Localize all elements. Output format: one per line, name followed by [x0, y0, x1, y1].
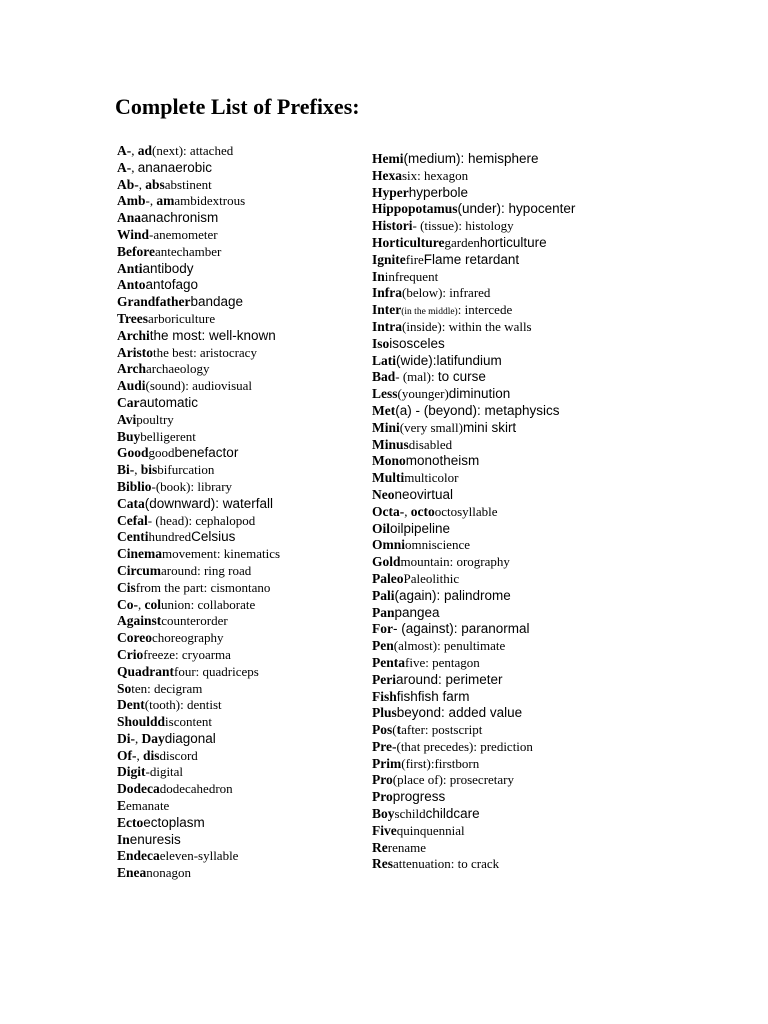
prefix-term: Fish: [372, 688, 397, 704]
prefix-definition: ,: [131, 143, 138, 158]
prefix-entry: [117, 227, 280, 244]
prefix-definition: (that precedes): prediction: [396, 738, 533, 754]
prefix-term: bis: [140, 462, 158, 478]
prefix-definition: mountain: orography: [400, 554, 510, 570]
prefix-term: A-: [117, 143, 132, 158]
prefix-term: Peri: [372, 671, 396, 687]
prefix-entry: [372, 185, 575, 202]
prefix-entry: [117, 345, 280, 362]
prefix-term: Digit: [117, 764, 146, 780]
prefix-term: Bi-: [117, 462, 135, 478]
prefix-term: Buy: [117, 428, 141, 444]
prefix-definition: ananaerobic: [137, 159, 213, 175]
prefix-definition: - (against): paranormal: [393, 621, 530, 637]
prefix-definition: pangea: [394, 604, 440, 620]
prefix-definition: enuresis: [129, 831, 181, 847]
prefix-term: Infra: [372, 285, 402, 301]
prefix-definition: (in the middle): [401, 307, 458, 318]
prefix-term: Ab-: [117, 176, 139, 192]
prefix-entry: [372, 336, 575, 353]
prefix-term: Aristo: [117, 344, 153, 360]
prefix-definition: hyperbole: [408, 184, 469, 200]
prefix-definition: neovirtual: [394, 486, 454, 502]
prefix-definition: after: postscript: [401, 722, 483, 738]
prefix-definition: monotheism: [405, 453, 480, 469]
prefix-entry: [117, 546, 280, 563]
prefix-entry: [117, 479, 280, 496]
prefix-term: Bad: [372, 369, 396, 385]
prefix-definition: hundred: [148, 529, 192, 545]
prefix-definition: (next): attached: [152, 143, 234, 158]
prefix-entry: [372, 689, 575, 706]
prefix-entry: [117, 244, 280, 261]
prefix-definition: four: quadriceps: [174, 663, 259, 679]
prefix-definition: six: hexagon: [402, 167, 469, 183]
prefix-term: Gold: [372, 554, 401, 570]
prefix-entry: [372, 168, 575, 185]
prefix-definition: Celsius: [191, 529, 236, 545]
prefix-term: Cis: [117, 579, 136, 595]
prefix-term: Prim: [372, 755, 402, 771]
prefix-term: For: [372, 621, 393, 637]
prefix-term: dis: [143, 747, 160, 763]
prefix-entry: [372, 806, 575, 823]
prefix-definition: disabled: [408, 436, 453, 452]
prefix-entry: [372, 756, 575, 773]
prefix-term: Hyper: [372, 184, 409, 200]
prefix-term: So: [117, 680, 132, 696]
prefix-definition: octosyllable: [434, 503, 498, 519]
prefix-entry: [117, 848, 280, 865]
prefix-definition: antibody: [142, 260, 194, 276]
prefix-entry: [117, 865, 280, 882]
prefix-term: Mono: [372, 453, 406, 469]
prefix-definition: beyond: added value: [396, 705, 523, 721]
prefix-definition: -anemometer: [149, 226, 218, 242]
prefix-entry: [372, 369, 575, 386]
prefix-entry: [372, 470, 575, 487]
prefix-term: Hippopotamus: [372, 201, 458, 217]
prefix-term: Ignite: [372, 251, 406, 267]
prefix-term: Shouldd: [117, 714, 166, 730]
prefix-entry: [117, 294, 280, 311]
prefix-term: Octa-: [372, 503, 405, 519]
prefix-definition: -,: [145, 193, 157, 209]
prefix-term: Amb: [117, 193, 146, 209]
prefix-entry: [372, 201, 575, 218]
prefix-definition: union: collaborate: [161, 596, 256, 612]
prefix-term: Dent: [117, 697, 145, 713]
prefix-term: Centi: [117, 529, 149, 545]
prefix-term: Biblio: [117, 478, 152, 494]
prefix-entry: [372, 252, 575, 269]
prefix-definition: (sound): audiovisual: [145, 378, 253, 394]
prefix-term: Dodeca: [117, 781, 160, 797]
prefix-term: In: [117, 831, 130, 847]
prefix-term: Trees: [117, 310, 148, 326]
prefix-term: Mini: [372, 419, 400, 435]
prefix-term: t: [396, 722, 402, 738]
prefix-entry: [117, 261, 280, 278]
prefix-definition: ,: [404, 503, 411, 519]
prefix-entry: [372, 655, 575, 672]
prefix-term: Car: [117, 394, 140, 410]
prefix-term: Grandfather: [117, 294, 191, 310]
prefix-definition: omniscience: [405, 537, 470, 553]
prefix-definition: ,: [136, 747, 143, 763]
prefix-entry: [372, 840, 575, 857]
prefix-definition: automatic: [139, 394, 199, 410]
prefix-entry: [117, 429, 280, 446]
prefix-definition: poultry: [136, 411, 174, 427]
prefix-entry: [372, 285, 575, 302]
prefix-definition: - (mal):: [395, 369, 438, 385]
prefix-definition: (inside): within the walls: [402, 318, 532, 334]
prefix-term: am: [156, 193, 175, 209]
prefix-definition: ectoplasm: [143, 814, 205, 830]
prefix-entry: [117, 781, 280, 798]
prefix-term: Met: [372, 402, 396, 418]
prefix-term: Pro: [372, 772, 393, 788]
prefix-definition: (: [392, 722, 397, 738]
prefix-term: Neo: [372, 486, 395, 502]
prefix-definition: childcare: [425, 806, 480, 822]
prefix-entry: [372, 218, 575, 235]
prefix-term: Ana: [117, 210, 142, 226]
prefix-definition: counterorder: [161, 613, 228, 629]
prefix-term: Less: [372, 386, 398, 402]
prefix-definition: schild: [394, 806, 426, 822]
prefix-definition: (first):firstborn: [401, 755, 480, 771]
prefix-entry: [117, 378, 280, 395]
prefix-entry: [372, 722, 575, 739]
prefix-entry: [372, 571, 575, 588]
prefix-entry: [117, 311, 280, 328]
prefix-term: Cinema: [117, 546, 162, 562]
prefix-definition: antofago: [145, 277, 199, 293]
prefix-definition: belligerent: [140, 428, 196, 444]
prefix-entry: [117, 563, 280, 580]
prefix-term: Pen: [372, 638, 394, 654]
prefix-term: Minus: [372, 436, 409, 452]
prefix-definition: good: [148, 445, 175, 461]
prefix-definition: (under): hypocenter: [457, 201, 576, 217]
prefix-definition: mini skirt: [462, 419, 517, 435]
prefix-term: Intra: [372, 318, 402, 334]
prefix-definition: (again): palindrome: [394, 587, 511, 603]
prefix-definition: (tooth): dentist: [144, 697, 222, 713]
prefix-entry: [117, 529, 280, 546]
prefix-entry: [117, 193, 280, 210]
prefix-entry: [117, 328, 280, 345]
prefix-definition: rename: [387, 839, 427, 855]
page-title: Complete List of Prefixes:: [115, 94, 360, 119]
prefix-entry: [372, 823, 575, 840]
prefix-term: Anti: [117, 260, 143, 276]
prefix-definition: iscontent: [165, 714, 212, 730]
prefix-term: Oil: [372, 520, 391, 536]
prefix-definition: Flame retardant: [423, 251, 520, 267]
prefix-definition: diminution: [448, 386, 511, 402]
prefix-definition: discord: [159, 747, 198, 763]
prefix-definition: benefactor: [174, 445, 239, 461]
prefix-definition: ,: [134, 462, 141, 478]
prefix-definition: movement: kinematics: [162, 546, 281, 562]
prefix-entry: [372, 537, 575, 554]
prefix-definition: abstinent: [164, 176, 212, 192]
prefix-term: Pro: [372, 789, 393, 805]
prefix-term: Lati: [372, 352, 397, 368]
prefix-definition: horticulture: [479, 234, 547, 250]
prefix-entry: [372, 353, 575, 370]
prefix-list-left-column: [117, 143, 280, 882]
prefix-term: Iso: [372, 335, 390, 351]
prefix-entry: [117, 664, 280, 681]
prefix-definition: nonagon: [146, 865, 192, 881]
prefix-definition: arboriculture: [148, 310, 216, 326]
prefix-entry: [117, 630, 280, 647]
prefix-entry: [117, 277, 280, 294]
prefix-term: Before: [117, 243, 155, 259]
prefix-entry: [372, 672, 575, 689]
prefix-definition: progress: [392, 789, 446, 805]
prefix-term: Avi: [117, 411, 137, 427]
prefix-entry: [372, 420, 575, 437]
prefix-term: Hexa: [372, 167, 402, 183]
prefix-term: Res: [372, 856, 393, 872]
prefix-entry: [117, 210, 280, 227]
prefix-term: Cata: [117, 495, 145, 511]
prefix-term: Pan: [372, 604, 395, 620]
prefix-term: Pre-: [372, 738, 397, 754]
prefix-definition: ,: [138, 596, 145, 612]
prefix-entry: [117, 361, 280, 378]
prefix-term: Di-: [117, 730, 135, 746]
prefix-definition: around: perimeter: [395, 671, 503, 687]
prefix-term: Arch: [117, 361, 146, 377]
prefix-term: Good: [117, 445, 149, 461]
prefix-entry: [117, 613, 280, 630]
prefix-entry: [117, 496, 280, 513]
prefix-entry: [372, 235, 575, 252]
prefix-definition: ,: [138, 176, 146, 192]
prefix-definition: quinquennial: [396, 822, 465, 838]
prefix-term: Pos: [372, 722, 393, 738]
prefix-term: Plus: [372, 705, 397, 721]
prefix-term: Cefal: [117, 512, 148, 528]
prefix-entry: [117, 764, 280, 781]
prefix-entry: [372, 302, 575, 319]
prefix-term: Hemi: [372, 151, 404, 166]
prefix-entry: [372, 403, 575, 420]
prefix-entry: [117, 681, 280, 698]
prefix-term: Horticulture: [372, 234, 445, 250]
prefix-definition: : intercede: [457, 302, 513, 318]
prefix-entry: [372, 521, 575, 538]
prefix-entry: [117, 513, 280, 530]
prefix-definition: dodecahedron: [159, 781, 233, 797]
prefix-definition: infrequent: [384, 268, 439, 284]
prefix-entry: [117, 714, 280, 731]
prefix-entry: [372, 621, 575, 638]
prefix-entry: [117, 160, 280, 177]
prefix-term: Pali: [372, 587, 395, 603]
prefix-definition: attenuation: to crack: [393, 856, 500, 872]
prefix-definition: (medium): hemisphere: [403, 151, 539, 166]
prefix-term: Circum: [117, 562, 161, 578]
prefix-entry: [117, 597, 280, 614]
prefix-entry: [372, 856, 575, 873]
prefix-entry: [372, 269, 575, 286]
prefix-definition: (very small): [399, 419, 463, 435]
prefix-term: Audi: [117, 378, 146, 394]
prefix-definition: - (tissue): histology: [412, 218, 514, 234]
prefix-term: Against: [117, 613, 162, 629]
prefix-definition: (below): infrared: [402, 285, 491, 301]
prefix-entry: [117, 731, 280, 748]
prefix-definition: diagonal: [164, 730, 216, 746]
prefix-definition: ,: [131, 159, 138, 175]
prefix-term: Endeca: [117, 848, 160, 864]
prefix-term: octo: [410, 503, 435, 519]
prefix-term: Re: [372, 839, 388, 855]
prefix-term: Paleo: [372, 570, 404, 586]
prefix-definition: anachronism: [141, 210, 219, 226]
prefix-entry: [372, 772, 575, 789]
prefix-definition: -digital: [145, 764, 184, 780]
prefix-entry: [117, 580, 280, 597]
prefix-term: Ecto: [117, 814, 144, 830]
prefix-definition: ambidextrous: [174, 193, 246, 209]
prefix-term: Boy: [372, 806, 395, 822]
prefix-term: Omni: [372, 537, 406, 553]
prefix-term: Enea: [117, 865, 147, 881]
prefix-definition: five: pentagon: [405, 654, 480, 670]
prefix-entry: [372, 319, 575, 336]
prefix-entry: [117, 748, 280, 765]
prefix-entry: [372, 504, 575, 521]
prefix-entry: [372, 588, 575, 605]
prefix-term: Archi: [117, 327, 150, 343]
prefix-definition: bandage: [190, 294, 244, 310]
prefix-definition: (place of): prosecretary: [392, 772, 515, 788]
prefix-entry: [117, 832, 280, 849]
prefix-term: Histori: [372, 218, 413, 234]
prefix-entry: [372, 739, 575, 756]
prefix-definition: choreography: [152, 630, 224, 646]
prefix-entry: [372, 554, 575, 571]
prefix-entry: [117, 647, 280, 664]
prefix-term: abs: [145, 176, 165, 192]
prefix-entry: [372, 487, 575, 504]
prefix-term: Quadrant: [117, 663, 175, 679]
prefix-definition: (downward): waterfall: [144, 495, 274, 511]
prefix-entry: [372, 705, 575, 722]
prefix-term: A-: [117, 159, 132, 175]
prefix-term: Penta: [372, 654, 405, 670]
prefix-entry: [372, 386, 575, 403]
prefix-definition: (almost): penultimate: [393, 638, 506, 654]
prefix-entry: [117, 412, 280, 429]
prefix-entry: [372, 789, 575, 806]
prefix-definition: emanate: [126, 798, 170, 814]
prefix-entry: [117, 143, 280, 160]
prefix-term: Anto: [117, 277, 146, 293]
prefix-entry: [372, 605, 575, 622]
prefix-definition: the most: well-known: [149, 327, 276, 343]
prefix-list-right-column: [372, 151, 575, 873]
prefix-term: E: [117, 798, 127, 814]
prefix-entry: [117, 798, 280, 815]
prefix-entry: [372, 453, 575, 470]
prefix-definition: (a) - (beyond): metaphysics: [395, 402, 560, 418]
prefix-definition: archaeology: [146, 361, 210, 377]
prefix-definition: - (head): cephalopod: [147, 512, 256, 528]
prefix-entry: [117, 815, 280, 832]
prefix-definition: ten: decigram: [131, 680, 203, 696]
prefix-term: In: [372, 268, 385, 284]
prefix-definition: bifurcation: [157, 462, 215, 478]
prefix-term: ad: [137, 143, 153, 158]
prefix-term: Of-: [117, 747, 137, 763]
prefix-definition: antechamber: [154, 243, 222, 259]
prefix-definition: from the part: cismontano: [135, 579, 271, 595]
prefix-definition: isosceles: [389, 335, 445, 351]
prefix-term: Crio: [117, 646, 144, 662]
prefix-entry: [117, 462, 280, 479]
prefix-entry: [117, 697, 280, 714]
prefix-term: Day: [141, 730, 165, 746]
prefix-term: Wind: [117, 226, 150, 242]
prefix-definition: garden: [444, 234, 480, 250]
prefix-definition: (younger): [397, 386, 449, 402]
prefix-definition: (wide):latifundium: [396, 352, 502, 368]
prefix-definition: freeze: cryoarma: [143, 646, 231, 662]
prefix-term: Coreo: [117, 630, 152, 646]
prefix-definition: multicolor: [404, 470, 459, 486]
prefix-entry: [372, 151, 575, 168]
prefix-definition: ,: [135, 730, 142, 746]
prefix-definition: the best: aristocracy: [153, 344, 257, 360]
prefix-definition: Paleolithic: [403, 570, 460, 586]
prefix-definition: oilpipeline: [390, 520, 451, 536]
prefix-entry: [117, 395, 280, 412]
prefix-definition: to curse: [437, 369, 486, 385]
prefix-term: col: [144, 596, 161, 612]
prefix-entry: [117, 445, 280, 462]
prefix-definition: -(book): library: [151, 478, 233, 494]
prefix-entry: [117, 177, 280, 194]
prefix-definition: fire: [405, 251, 424, 267]
prefix-entry: [372, 638, 575, 655]
prefix-entry: [372, 437, 575, 454]
prefix-term: Multi: [372, 470, 405, 486]
prefix-definition: eleven-syllable: [159, 848, 239, 864]
prefix-term: Five: [372, 822, 397, 838]
prefix-term: Inter: [372, 302, 402, 318]
prefix-definition: around: ring road: [161, 562, 252, 578]
prefix-term: Co-: [117, 596, 138, 612]
prefix-definition: fishfish farm: [396, 688, 470, 704]
